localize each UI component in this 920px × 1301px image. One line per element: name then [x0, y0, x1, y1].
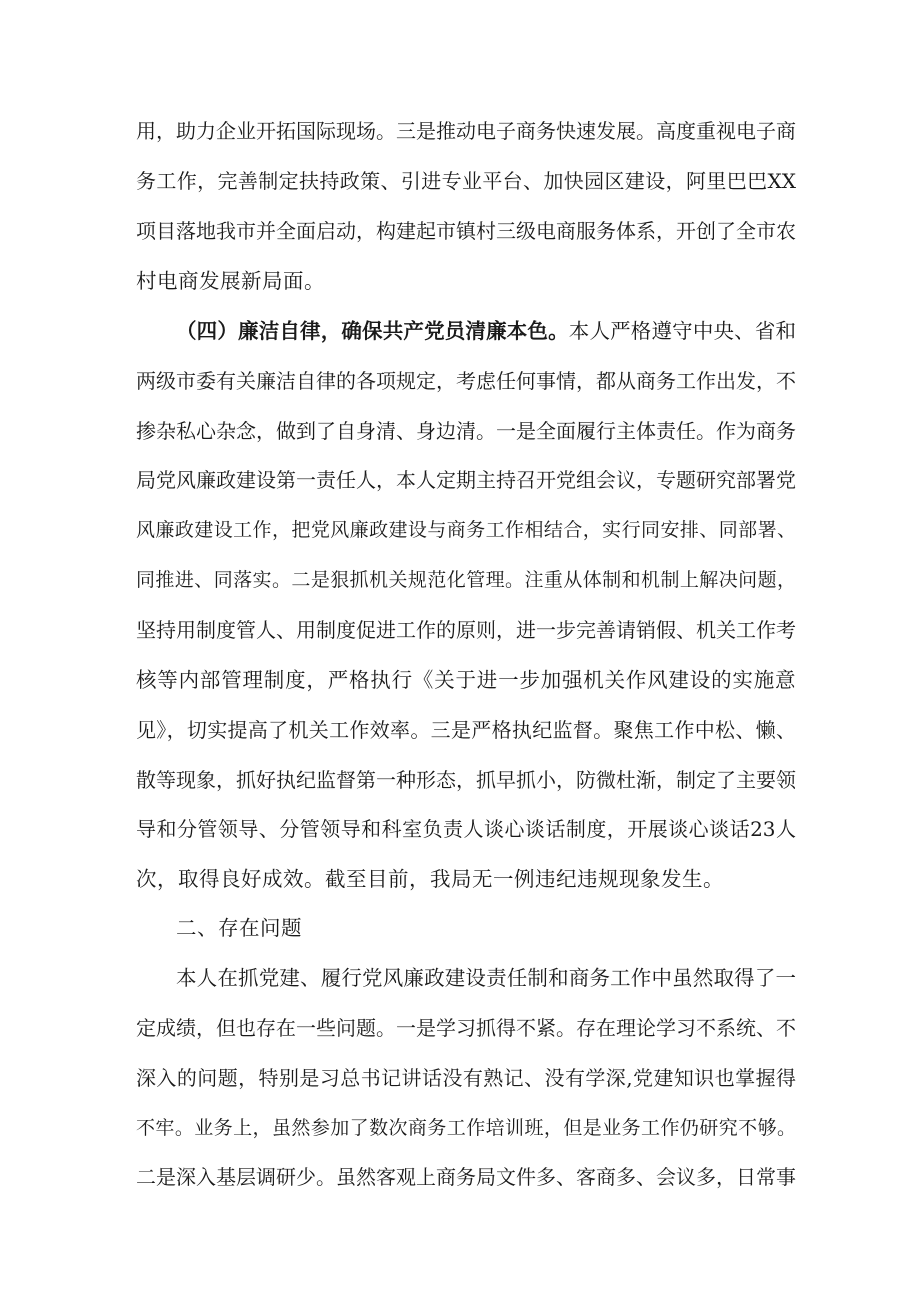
paragraph-2-line-7: 坚持用制度管人、用制度促进工作的原则，进一步完善请销假、机关工作考 — [136, 618, 796, 642]
paragraph-3-line-2: 定成绩，但也存在一些问题。一是学习抓得不紧。存在理论学习不系统、不 — [136, 1016, 796, 1040]
paragraph-3-line-3: 深入的问题，特别是习总书记讲话没有熟记、没有学深,党建知识也掌握得 — [136, 1066, 796, 1090]
paragraph-1-line-3: 项目落地我市并全面启动，构建起市镇村三级电商服务体系，开创了全市农 — [136, 219, 796, 243]
paragraph-3-line-1: 本人在抓党建、履行党风廉政建设责任制和商务工作中虽然取得了一 — [176, 966, 796, 990]
paragraph-2-line-11: 导和分管领导、分管领导和科室负责人谈心谈话制度，开展谈心谈话23人 — [136, 817, 796, 841]
paragraph-2-line-9: 见》，切实提高了机关工作效率。三是严格执纪监督。聚焦工作中松、懒、 — [136, 718, 796, 742]
paragraph-2-line-5: 风廉政建设工作，把党风廉政建设与商务工作相结合，实行同安排、同部署、 — [136, 519, 796, 541]
paragraph-2-line-4: 局党风廉政建设第一责任人，本人定期主持召开党组会议，专题研究部署党 — [136, 468, 796, 492]
section-heading: 二、存在问题 — [176, 916, 302, 940]
paragraph-1-line-4: 村电商发展新局面。 — [136, 269, 325, 293]
paragraph-1-line-2: 务工作，完善制定扶持政策、引进专业平台、加快园区建设，阿里巴巴XX — [136, 169, 796, 193]
paragraph-3-line-5: 二是深入基层调研少。虽然客观上商务局文件多、客商多、会议多，日常事 — [136, 1165, 796, 1189]
paragraph-3-line-4: 不牢。业务上，虽然参加了数次商务工作培训班，但是业务工作仍研究不够。 — [136, 1117, 796, 1139]
paragraph-2-line-2: 两级市委有关廉洁自律的各项规定，考虑任何事情，都从商务工作出发，不 — [136, 369, 796, 393]
section-4-heading: （四）廉洁自律，确保共产党员清廉本色。 — [176, 319, 569, 343]
paragraph-2-line-3: 掺杂私心杂念，做到了自身清、身边清。一是全面履行主体责任。作为商务 — [136, 419, 796, 443]
paragraph-1-line-1: 用，助力企业开拓国际现场。三是推动电子商务快速发展。高度重视电子商 — [136, 119, 796, 143]
paragraph-2-line-1 — [176, 316, 796, 346]
paragraph-2-line-6: 同推进、同落实。二是狠抓机关规范化管理。注重从体制和机制上解决问题， — [136, 569, 796, 591]
paragraph-2-line-8: 核等内部管理制度，严格执行《关于进一步加强机关作风建设的实施意 — [136, 668, 796, 692]
paragraph-2-line-12: 次，取得良好成效。截至目前，我局无一例违纪违规现象发生。 — [136, 867, 724, 891]
paragraph-2-line-10: 散等现象，抓好执纪监督第一种形态，抓早抓小，防微杜渐，制定了主要领 — [136, 768, 796, 792]
paragraph-2-line-1-text: 本人严格遵守中央、省和 — [568, 319, 797, 343]
